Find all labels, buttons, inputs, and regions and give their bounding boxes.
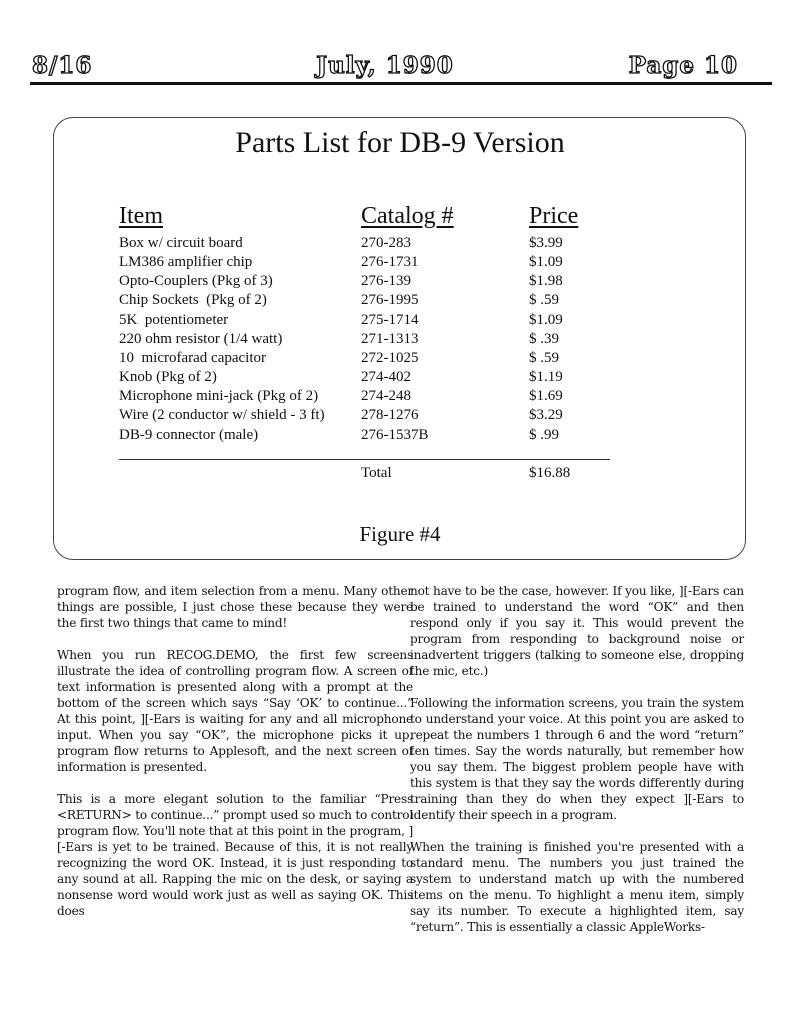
table-row — [0, 369, 800, 388]
item-price: $1.09 — [529, 312, 563, 328]
item-name: Box w/ circuit board — [119, 235, 243, 251]
item-name: Wire (2 conductor w/ shield - 3 ft) — [119, 407, 325, 423]
item-price: $3.29 — [529, 407, 563, 423]
catalog-number: 278-1276 — [361, 407, 419, 423]
catalog-number: 271-1313 — [361, 331, 419, 347]
paragraph: Following the information screens, you train the system to understand your voice. At this point you are asked to repeat the numbers 1 through 6 and the word “return” ten times. Say the words naturally, but remember how you say them. The biggest problem people have with this system is that they say the words differently during training than they do when they expect ][-Ears to identify their speech in a program. — [410, 696, 744, 822]
paragraph: not have to be the case, however. If you like, ][-Ears can be trained to understand the word “OK” and then respond only if you say it. This would prevent the program from responding to background noise or inadvertent triggers (talking to someone else, dropping the mic, etc.) — [410, 584, 744, 678]
issue-number: 8/16 — [32, 52, 93, 79]
total-label: Total — [361, 465, 392, 481]
item-price: $3.99 — [529, 235, 563, 251]
page-number: Page 10 — [628, 52, 738, 79]
table-row — [0, 235, 800, 254]
page-header — [32, 52, 738, 80]
table-row — [0, 312, 800, 331]
table-row — [0, 407, 800, 426]
table-row — [0, 350, 800, 369]
column-header-catalog: Catalog # — [361, 203, 454, 229]
table-row — [0, 427, 800, 446]
paragraph: When you run RECOG.DEMO, the first few screens illustrate the idea of controlling program flow. A screen of text information is presented along with a prompt at the bottom of the screen which says “Say ‘OK’ to continue...” At this point, ][-Ears is waiting for any and all microphone input. When you say “OK”, the microphone picks it up, program flow returns to Applesoft, and the next screen of information is presented. — [57, 648, 413, 774]
item-name: Opto-Couplers (Pkg of 3) — [119, 273, 273, 289]
paragraph: When the training is finished you're presented with a standard menu. The numbers you just trained the system to understand match up with the numbered items on the menu. To highlight a menu item, simply say its number. To execute a highlighted item, say “return”. This is essentially a classic AppleWorks- — [410, 840, 744, 934]
item-price: $1.09 — [529, 254, 563, 270]
item-name: DB-9 connector (male) — [119, 427, 259, 443]
item-name: Chip Sockets (Pkg of 2) — [119, 292, 267, 308]
header-rule — [30, 82, 772, 85]
total-row — [0, 465, 800, 484]
total-divider — [119, 459, 610, 460]
table-row — [0, 254, 800, 273]
item-name: Microphone mini-jack (Pkg of 2) — [119, 388, 319, 404]
catalog-number: 276-1995 — [361, 292, 419, 308]
item-name: Knob (Pkg of 2) — [119, 369, 217, 385]
table-row — [0, 292, 800, 311]
item-price: $ .59 — [529, 350, 559, 366]
column-header-price: Price — [529, 203, 579, 229]
paragraph: This is a more elegant solution to the familiar “Press <RETURN> to continue...” prompt used so much to control program flow. You'll note that at this point in the program, ][-Ears is yet to be trained. Because of this, it is not really recognizing the word OK. Instead, it is just responding to any sound at all. Rapping the mic on the desk, or saying a nonsense word would work just as well as saying OK. This does — [57, 792, 413, 918]
item-price: $ .39 — [529, 331, 559, 347]
total-value: $16.88 — [529, 465, 571, 481]
item-name: 5K potentiometer — [119, 312, 229, 328]
item-price: $1.98 — [529, 273, 563, 289]
catalog-number: 276-1731 — [361, 254, 419, 270]
figure-title: Parts List for DB-9 Version — [235, 126, 565, 159]
catalog-number: 274-248 — [361, 388, 411, 404]
column-header-item: Item — [119, 203, 163, 229]
catalog-number: 274-402 — [361, 369, 411, 385]
item-name: LM386 amplifier chip — [119, 254, 253, 270]
body-column-left — [57, 583, 413, 935]
catalog-number: 276-1537B — [361, 427, 429, 443]
catalog-number: 272-1025 — [361, 350, 419, 366]
item-price: $ .99 — [529, 427, 559, 443]
item-name: 10 microfarad capacitor — [119, 350, 267, 366]
issue-date: July, 1990 — [316, 52, 454, 79]
catalog-number: 275-1714 — [361, 312, 419, 328]
catalog-number: 276-139 — [361, 273, 411, 289]
item-price: $1.19 — [529, 369, 563, 385]
table-row — [0, 331, 800, 350]
item-price: $ .59 — [529, 292, 559, 308]
item-price: $1.69 — [529, 388, 563, 404]
table-row — [0, 388, 800, 407]
figure-caption: Figure #4 — [359, 522, 441, 546]
item-name: 220 ohm resistor (1/4 watt) — [119, 331, 283, 347]
paragraph: program flow, and item selection from a menu. Many other things are possible, I just chose these because they were the first two things that came to mind! — [57, 584, 413, 630]
catalog-number: 270-283 — [361, 235, 411, 251]
table-row — [0, 273, 800, 292]
body-column-right — [410, 583, 744, 951]
